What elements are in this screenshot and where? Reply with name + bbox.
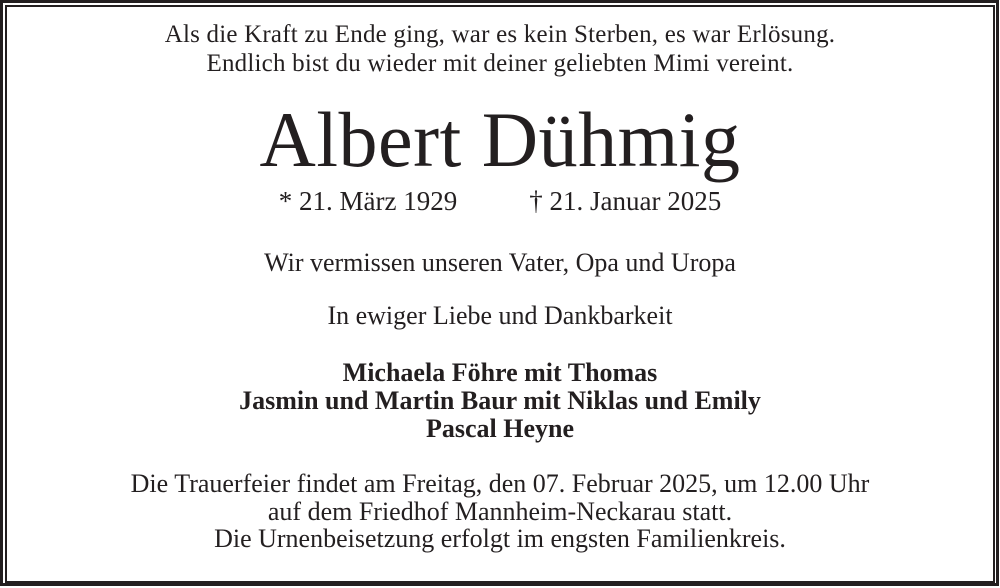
mourner-line: Pascal Heyne bbox=[425, 414, 575, 443]
mourners-list bbox=[0, 359, 1000, 443]
epigraph-line-2: Endlich bist du wieder mit deiner geliebten Mimi vereint. bbox=[206, 50, 794, 77]
funeral-info bbox=[0, 470, 1000, 553]
epigraph-line-1: Als die Kraft zu Ende ging, war es kein Sterben, es war Erlösung. bbox=[164, 21, 836, 48]
deceased-name: Albert Dühmig bbox=[259, 96, 741, 183]
mourner-line: Jasmin und Martin Baur mit Niklas und Emily bbox=[239, 386, 761, 415]
birth-date: * 21. März 1929 bbox=[278, 186, 458, 216]
tribute-love-line: In ewiger Liebe und Dankbarkeit bbox=[327, 301, 673, 330]
death-date: † 21. Januar 2025 bbox=[529, 186, 722, 216]
mourner-line: Michaela Föhre mit Thomas bbox=[342, 358, 658, 387]
funeral-info-line: Die Urnenbeisetzung erfolgt im engsten Familienkreis. bbox=[214, 524, 786, 553]
funeral-info-line: Die Trauerfeier findet am Freitag, den 07. Februar 2025, um 12.00 Uhr bbox=[130, 469, 870, 498]
funeral-info-line: auf dem Friedhof Mannheim-Neckarau statt. bbox=[267, 496, 733, 526]
life-dates bbox=[0, 186, 1000, 216]
epigraph bbox=[0, 20, 1000, 78]
tribute-missing-line: Wir vermissen unseren Vater, Opa und Uropa bbox=[264, 248, 736, 277]
